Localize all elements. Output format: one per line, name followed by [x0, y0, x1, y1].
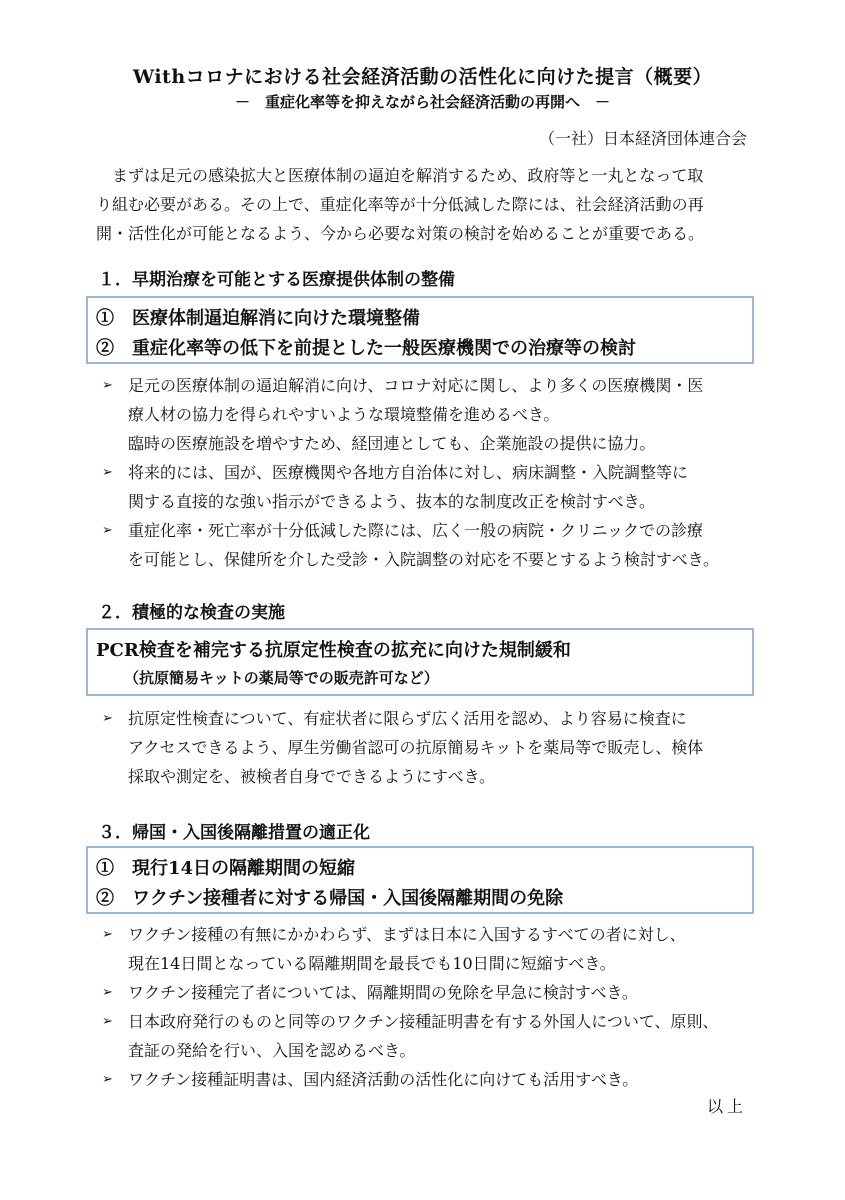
intro-line: まずは足元の感染拡大と医療体制の逼迫を解消するため、政府等と一丸となって取: [96, 166, 704, 185]
bullet-line: 査証の発給を行い、入国を認めるべき。: [128, 1041, 416, 1060]
bullet-item: [96, 1007, 756, 1065]
bullet-line: 重症化率・死亡率が十分低減した際には、広く一般の病院・クリニックでの診療: [128, 521, 704, 540]
bullet-line: 採取や測定を、被検者自身でできるようにすべき。: [128, 767, 496, 786]
arrowhead-bullet-icon: ➢: [102, 1072, 113, 1087]
bullet-item: [96, 1065, 756, 1094]
bullet-line: を可能とし、保健所を介した受診・入院調整の対応を不要とするよう検討すべき。: [128, 550, 720, 569]
document-subtitle: － 重症化率等を抑えながら社会経済活動の再開へ －: [234, 93, 610, 111]
section-2-bullets: [96, 704, 756, 791]
bullet-line: 足元の医療体制の逼迫解消に向け、コロナ対応に関し、より多くの医療機関・医: [128, 376, 704, 395]
arrowhead-bullet-icon: ➢: [102, 523, 113, 538]
section-2-summary-box: [86, 628, 754, 696]
section-2-heading: ２．積極的な検査の実施: [98, 603, 285, 623]
section-3-heading: ３．帰国・入国後隔離措置の適正化: [98, 823, 370, 843]
bullet-line: ワクチン接種の有無にかかわらず、まずは日本に入国するすべての者に対し、: [128, 925, 686, 944]
document-title: Withコロナにおける社会経済活動の活性化に向けた提言（概要）: [132, 66, 713, 88]
bullet-line: ワクチン接種証明書は、国内経済活動の活性化に向けても活用すべき。: [128, 1070, 639, 1089]
bullet-item: [96, 371, 756, 458]
arrowhead-bullet-icon: ➢: [102, 465, 113, 480]
section-1-bullets: [96, 371, 756, 574]
bullet-item: [96, 458, 756, 516]
bullet-item: [96, 978, 756, 1007]
organization-name: （一社）日本経済団体連合会: [538, 129, 747, 148]
bullet-line: アクセスできるよう、厚生労働省認可の抗原簡易キットを薬局等で販売し、検体: [128, 738, 704, 757]
summary-item: ① 現行14日の隔離期間の短縮: [96, 858, 356, 879]
intro-paragraph: [96, 161, 752, 248]
section-3-summary-box: [86, 846, 754, 914]
summary-item: PCR検査を補完する抗原定性検査の拡充に向けた規制緩和: [96, 640, 571, 661]
bullet-line: 療人材の協力を得られやすいような環境整備を進めるべき。: [128, 405, 560, 424]
arrowhead-bullet-icon: ➢: [102, 1014, 113, 1029]
bullet-line: ワクチン接種完了者については、隔離期間の免除を早急に検討すべき。: [128, 983, 638, 1002]
section-1-heading: １．早期治療を可能とする医療提供体制の整備: [98, 270, 455, 290]
bullet-line: 日本政府発行のものと同等のワクチン接種証明書を有する外国人について、原則、: [128, 1012, 719, 1031]
bullet-item: [96, 704, 756, 791]
closing-mark: 以上: [706, 1097, 747, 1116]
summary-item: ② 重症化率等の低下を前提とした一般医療機関での治療等の検討: [96, 338, 636, 359]
summary-item: ① 医療体制逼迫解消に向けた環境整備: [96, 308, 420, 329]
section-1-summary-box: [86, 296, 754, 364]
arrowhead-bullet-icon: ➢: [102, 711, 113, 726]
arrowhead-bullet-icon: ➢: [102, 927, 113, 942]
section-3-bullets: [96, 920, 756, 1094]
bullet-line: 抗原定性検査について、有症状者に限らず広く活用を認め、より容易に検査に: [128, 709, 687, 728]
summary-item: ② ワクチン接種者に対する帰国・入国後隔離期間の免除: [96, 888, 564, 909]
bullet-line: 関する直接的な強い指示ができるよう、抜本的な制度改正を検討すべき。: [128, 492, 656, 511]
bullet-item: [96, 516, 756, 574]
bullet-line: 現在14日間となっている隔離期間を最長でも10日間に短縮すべき。: [128, 954, 616, 973]
intro-line: 開・活性化が可能となるよう、今から必要な対策の検討を始めることが重要である。: [96, 224, 705, 243]
summary-note: （抗原簡易キットの薬局等での販売許可など）: [124, 669, 439, 687]
bullet-line: 将来的には、国が、医療機関や各地方自治体に対し、病床調整・入院調整等に: [128, 463, 689, 482]
arrowhead-bullet-icon: ➢: [102, 985, 113, 1000]
bullet-item: [96, 920, 756, 978]
intro-line: り組む必要がある。その上で、重症化率等が十分低減した際には、社会経済活動の再: [96, 195, 704, 214]
bullet-line: 臨時の医療施設を増やすため、経団連としても、企業施設の提供に協力。: [128, 434, 656, 453]
arrowhead-bullet-icon: ➢: [102, 378, 113, 393]
